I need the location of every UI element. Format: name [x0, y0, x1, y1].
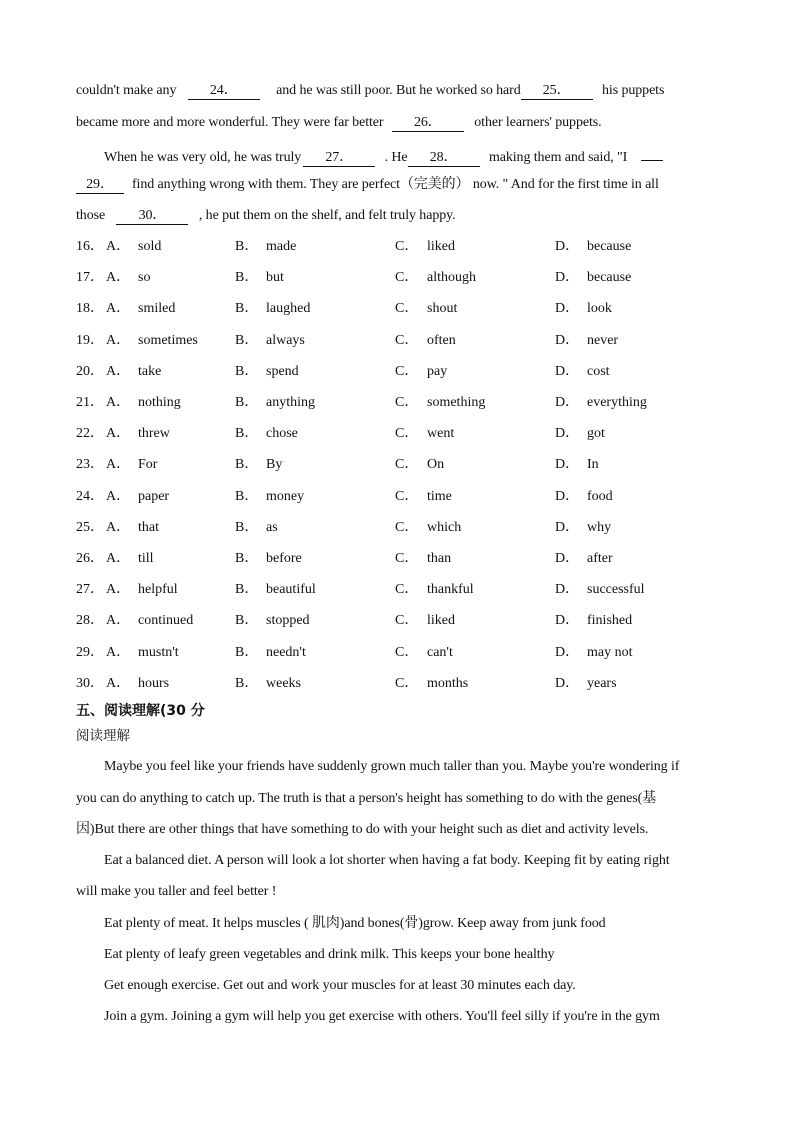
option-label-c: C．: [395, 519, 419, 535]
option-a-text: helpful: [138, 582, 178, 598]
question-number: 22．: [76, 426, 104, 442]
option-c-text: can't: [427, 644, 453, 660]
option-row: [76, 579, 726, 601]
option-label-d: D．: [555, 488, 580, 504]
option-d-text: food: [587, 488, 613, 504]
passage-text: , he put them on the shelf, and felt truly happy.: [198, 208, 456, 223]
section-subtitle: 阅读理解: [76, 728, 130, 744]
passage-text: those: [76, 208, 106, 223]
option-b-text: always: [266, 332, 305, 348]
option-c-text: which: [427, 519, 462, 535]
option-row: [76, 267, 726, 289]
question-number: 28．: [76, 613, 104, 629]
option-label-b: B．: [235, 395, 259, 410]
option-label-d: D．: [555, 675, 580, 691]
passage-line-5: [76, 205, 726, 227]
reading-line-2: you can do anything to catch up. The truth is that a person's height has something to do with the genes(基: [76, 791, 657, 806]
question-number: 24．: [76, 488, 104, 504]
option-label-c: C．: [395, 613, 419, 629]
option-a-text: take: [138, 363, 162, 379]
option-c-text: liked: [427, 613, 455, 629]
option-label-b: B．: [235, 519, 259, 535]
passage-text: became more and more wonderful. They were far better: [76, 115, 384, 130]
option-label-d: D．: [555, 395, 580, 410]
option-d-text: why: [587, 519, 612, 535]
option-b-text: By: [266, 457, 283, 473]
option-c-text: something: [427, 395, 486, 410]
reading-line-9: Join a gym. Joining a gym will help you get exercise with others. You'll feel silly if you're in the gym: [104, 1009, 660, 1024]
option-label-c: C．: [395, 457, 419, 473]
passage-text: couldn't make any: [76, 83, 177, 98]
option-label-a: A．: [106, 457, 131, 473]
section-title: 五、阅读理解(30 分: [76, 703, 205, 719]
question-number: 16．: [76, 239, 104, 254]
option-d-text: In: [587, 457, 599, 473]
option-label-a: A．: [106, 301, 131, 317]
option-label-d: D．: [555, 239, 580, 254]
option-d-text: because: [587, 270, 632, 286]
option-label-c: C．: [395, 301, 419, 317]
option-label-d: D．: [555, 613, 580, 629]
option-a-text: For: [138, 457, 158, 473]
option-label-d: D．: [555, 426, 580, 442]
blank-30: 30．: [116, 207, 188, 225]
option-c-text: pay: [427, 363, 448, 379]
option-row: [76, 486, 726, 508]
option-a-text: sometimes: [138, 332, 198, 348]
option-label-b: B．: [235, 644, 259, 660]
option-a-text: nothing: [138, 395, 181, 410]
option-c-text: time: [427, 488, 452, 504]
option-d-text: finished: [587, 613, 633, 629]
option-row: [76, 330, 726, 352]
option-row: [76, 673, 726, 695]
option-b-text: money: [266, 488, 305, 504]
option-c-text: months: [427, 675, 469, 691]
reading-line-6: Eat plenty of meat. It helps muscles ( 肌肉)and bones(骨)grow. Keep away from junk food: [104, 916, 606, 931]
passage-line-1: [76, 80, 726, 102]
option-label-d: D．: [555, 301, 580, 317]
option-b-text: spend: [266, 363, 299, 379]
blank-29-start: [641, 143, 663, 161]
option-label-b: B．: [235, 613, 259, 629]
option-label-b: B．: [235, 551, 259, 566]
question-number: 25．: [76, 519, 104, 535]
blank-28: 28．: [408, 149, 480, 167]
option-label-d: D．: [555, 644, 580, 660]
option-label-a: A．: [106, 644, 131, 660]
option-label-a: A．: [106, 488, 131, 504]
option-label-d: D．: [555, 519, 580, 535]
option-label-d: D．: [555, 457, 580, 473]
option-d-text: because: [587, 239, 632, 254]
option-b-text: chose: [266, 426, 298, 442]
option-label-a: A．: [106, 239, 131, 254]
option-label-a: A．: [106, 613, 131, 629]
option-label-d: D．: [555, 551, 580, 566]
option-label-a: A．: [106, 582, 131, 598]
option-label-b: B．: [235, 332, 259, 348]
blank-25: 25．: [521, 82, 593, 100]
option-a-text: so: [138, 270, 151, 286]
passage-text: find anything wrong with them. They are perfect（完美的） now. " And for the first time in all: [132, 177, 659, 192]
blank-27: 27．: [303, 149, 375, 167]
option-d-text: may not: [587, 644, 633, 660]
option-label-c: C．: [395, 395, 419, 410]
option-c-text: thankful: [427, 582, 474, 598]
option-a-text: hours: [138, 675, 170, 691]
option-label-b: B．: [235, 675, 259, 691]
option-b-text: weeks: [266, 675, 301, 691]
option-b-text: before: [266, 551, 302, 566]
option-c-text: than: [427, 551, 452, 566]
passage-text: making them and said, "I: [488, 150, 628, 165]
option-row: [76, 298, 726, 320]
option-label-d: D．: [555, 582, 580, 598]
option-c-text: On: [427, 457, 445, 473]
question-number: 27．: [76, 582, 104, 598]
option-label-b: B．: [235, 239, 259, 254]
option-a-text: paper: [138, 488, 170, 504]
option-label-d: D．: [555, 363, 580, 379]
option-c-text: shout: [427, 301, 458, 317]
question-number: 17．: [76, 270, 104, 286]
option-c-text: went: [427, 426, 455, 442]
passage-line-2: [76, 112, 726, 134]
question-number: 30．: [76, 675, 104, 691]
option-c-text: although: [427, 270, 476, 286]
passage-text: When he was very old, he was truly: [104, 150, 302, 165]
option-d-text: everything: [587, 395, 647, 410]
option-a-text: till: [138, 551, 154, 566]
option-label-a: A．: [106, 519, 131, 535]
reading-line-4: Eat a balanced diet. A person will look a lot shorter when having a fat body. Keeping fit by eating right: [104, 853, 670, 868]
option-d-text: never: [587, 332, 619, 348]
option-row: [76, 236, 726, 258]
option-label-b: B．: [235, 457, 259, 473]
option-c-text: liked: [427, 239, 455, 254]
option-label-c: C．: [395, 239, 419, 254]
question-number: 26．: [76, 551, 104, 566]
option-row: [76, 454, 726, 476]
option-a-text: mustn't: [138, 644, 179, 660]
option-row: [76, 610, 726, 632]
blank-29: 29．: [76, 176, 124, 194]
option-label-a: A．: [106, 332, 131, 348]
option-b-text: as: [266, 519, 278, 535]
option-label-a: A．: [106, 395, 131, 410]
option-row: [76, 517, 726, 539]
option-label-d: D．: [555, 270, 580, 286]
passage-line-3: [104, 143, 726, 165]
option-label-c: C．: [395, 551, 419, 566]
passage-text: other learners' puppets.: [474, 115, 602, 130]
option-row: [76, 423, 726, 445]
option-label-c: C．: [395, 488, 419, 504]
option-label-a: A．: [106, 675, 131, 691]
reading-line-1: Maybe you feel like your friends have suddenly grown much taller than you. Maybe you're wondering if: [104, 759, 680, 774]
option-label-c: C．: [395, 363, 419, 379]
option-row: [76, 548, 726, 570]
option-a-text: that: [138, 519, 159, 535]
option-label-c: C．: [395, 582, 419, 598]
option-label-c: C．: [395, 426, 419, 442]
option-label-c: C．: [395, 332, 419, 348]
option-d-text: got: [587, 426, 605, 442]
option-label-c: C．: [395, 270, 419, 286]
option-label-c: C．: [395, 644, 419, 660]
option-row: [76, 392, 726, 414]
option-label-a: A．: [106, 551, 131, 566]
option-a-text: threw: [138, 426, 170, 442]
passage-text: . He: [384, 150, 408, 165]
option-a-text: smiled: [138, 301, 176, 317]
passage-text: and he was still poor. But he worked so hard: [276, 83, 521, 98]
question-number: 23．: [76, 457, 104, 473]
option-b-text: anything: [266, 395, 315, 410]
option-label-b: B．: [235, 270, 259, 286]
option-label-b: B．: [235, 488, 259, 504]
option-label-b: B．: [235, 582, 259, 598]
passage-text: his puppets: [602, 83, 665, 98]
option-label-c: C．: [395, 675, 419, 691]
question-number: 21．: [76, 395, 104, 410]
reading-line-8: Get enough exercise. Get out and work your muscles for at least 30 minutes each day.: [104, 978, 576, 993]
option-b-text: stopped: [266, 613, 310, 629]
option-c-text: often: [427, 332, 456, 348]
option-a-text: sold: [138, 239, 162, 254]
question-number: 20．: [76, 363, 104, 379]
question-number: 19．: [76, 332, 104, 348]
question-number: 29．: [76, 644, 104, 660]
option-label-a: A．: [106, 363, 131, 379]
question-number: 18．: [76, 301, 104, 317]
option-b-text: made: [266, 239, 297, 254]
blank-26: 26．: [392, 114, 464, 132]
option-b-text: needn't: [266, 644, 306, 660]
reading-line-5: will make you taller and feel better !: [76, 884, 277, 899]
blank-24: 24．: [188, 82, 260, 100]
option-d-text: after: [587, 551, 613, 566]
option-b-text: but: [266, 270, 284, 286]
option-d-text: cost: [587, 363, 610, 379]
option-d-text: successful: [587, 582, 645, 598]
option-label-a: A．: [106, 270, 131, 286]
option-label-b: B．: [235, 426, 259, 442]
passage-line-4: [76, 174, 726, 196]
option-d-text: years: [587, 675, 617, 691]
option-b-text: laughed: [266, 301, 311, 317]
option-label-b: B．: [235, 363, 259, 379]
option-row: [76, 361, 726, 383]
option-label-d: D．: [555, 332, 580, 348]
reading-line-3: 因)But there are other things that have something to do with your height such as diet and activity levels.: [76, 822, 649, 837]
reading-line-7: Eat plenty of leafy green vegetables and drink milk. This keeps your bone healthy: [104, 947, 555, 962]
option-b-text: beautiful: [266, 582, 316, 598]
option-a-text: continued: [138, 613, 194, 629]
option-row: [76, 642, 726, 664]
option-label-b: B．: [235, 301, 259, 317]
option-label-a: A．: [106, 426, 131, 442]
option-d-text: look: [587, 301, 612, 317]
